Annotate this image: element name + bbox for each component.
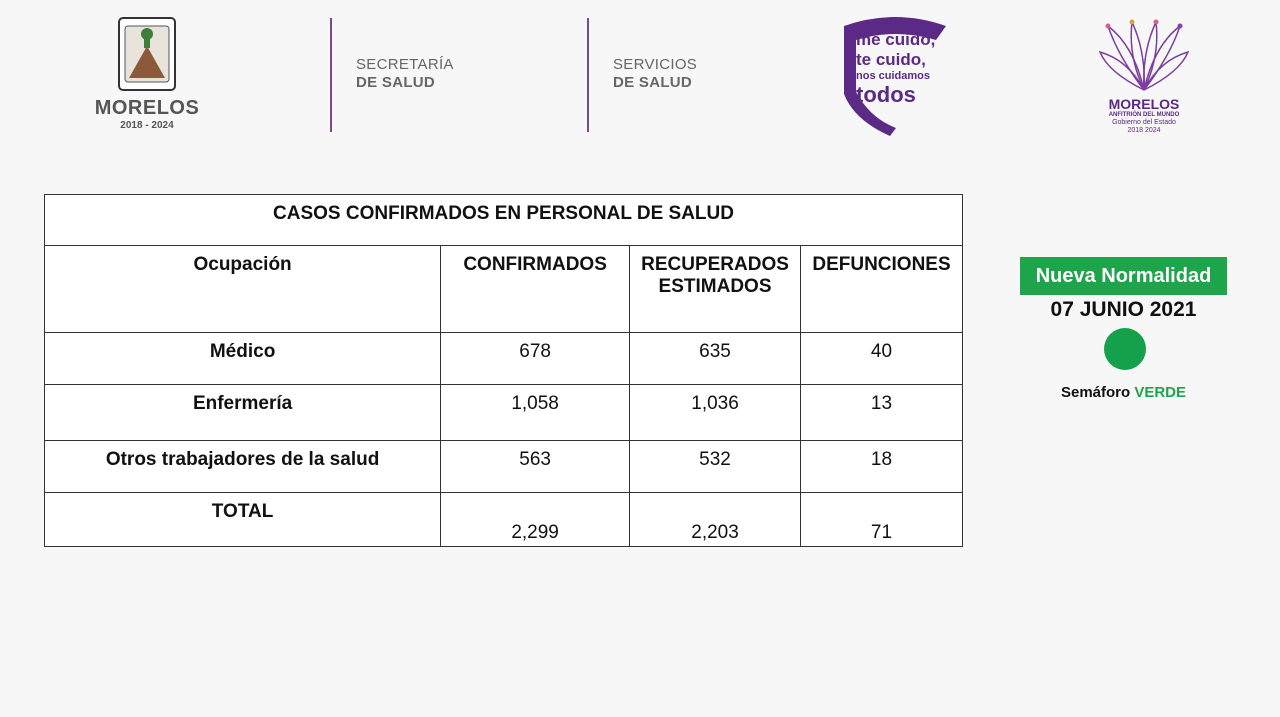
semaforo-value: VERDE: [1134, 384, 1187, 401]
semaforo-status: [1020, 384, 1227, 401]
ocupacion-cell: Otros trabajadores de la salud: [45, 441, 441, 493]
recuperados-cell: 1,036: [630, 385, 801, 441]
campaign-logo: [840, 14, 950, 138]
recuperados-cell: 2,203: [630, 493, 801, 547]
confirmados-cell: 2,299: [441, 493, 630, 547]
report-date: 07 JUNIO 2021: [1050, 298, 1197, 321]
header-divider: [587, 18, 589, 132]
defunciones-cell: 71: [801, 493, 963, 547]
header-divider: [330, 18, 332, 132]
ocupacion-cell: TOTAL: [45, 493, 441, 547]
morelos-anfitrion-logo: [1092, 16, 1196, 140]
recuperados-cell: 635: [630, 333, 801, 385]
anfitrion-line4: 2018 2024: [1127, 127, 1161, 134]
column-header: Ocupación: [45, 246, 441, 333]
campaign-text: [856, 30, 946, 108]
table-row: [45, 333, 963, 385]
semaforo-dot-icon: [1104, 328, 1146, 370]
casos-table: [44, 194, 963, 547]
morelos-years: 2018 - 2024: [120, 120, 174, 131]
confirmados-cell: 563: [441, 441, 630, 493]
anfitrion-line2: ANFITRIÓN DEL MUNDO: [1108, 112, 1180, 118]
column-header: CONFIRMADOS: [441, 246, 630, 333]
ocupacion-cell: Enfermería: [45, 385, 441, 441]
defunciones-cell: 13: [801, 385, 963, 441]
lotus-flower-icon: [1098, 16, 1190, 92]
secretaria-line2: DE SALUD: [356, 74, 436, 91]
defunciones-cell: 40: [801, 333, 963, 385]
table-title-row: [45, 195, 963, 246]
table-row: [45, 385, 963, 441]
servicios-salud-logo: [613, 56, 697, 92]
defunciones-cell: 18: [801, 441, 963, 493]
anfitrion-line3: Gobierno del Estado: [1112, 119, 1176, 126]
recuperados-cell: 532: [630, 441, 801, 493]
campaign-line2: te cuido,: [856, 50, 926, 69]
semaforo-label: Semáforo: [1060, 384, 1131, 401]
table-header-row: [45, 246, 963, 333]
table-row: [45, 441, 963, 493]
confirmados-cell: 1,058: [441, 385, 630, 441]
column-header: RECUPERADOS ESTIMADOS: [630, 246, 801, 333]
morelos-state-logo: [92, 16, 202, 136]
campaign-line1: me cuido,: [856, 30, 936, 49]
confirmados-cell: 678: [441, 333, 630, 385]
servicios-line2: DE SALUD: [613, 74, 693, 91]
morelos-name: MORELOS: [94, 97, 200, 119]
secretaria-salud-logo: [356, 56, 454, 92]
anfitrion-line1: MORELOS: [1108, 96, 1180, 112]
table-total-row: [45, 493, 963, 547]
column-header: DEFUNCIONES: [801, 246, 963, 333]
secretaria-line1: SECRETARÍA: [356, 56, 454, 73]
table-title: CASOS CONFIRMADOS EN PERSONAL DE SALUD: [45, 195, 963, 246]
ocupacion-cell: Médico: [45, 333, 441, 385]
servicios-line1: SERVICIOS: [613, 56, 698, 73]
campaign-line3: nos cuidamos: [856, 70, 930, 82]
campaign-line4: todos: [856, 82, 916, 107]
morelos-seal-icon: [117, 16, 177, 92]
nueva-normalidad-badge: Nueva Normalidad: [1020, 257, 1227, 295]
